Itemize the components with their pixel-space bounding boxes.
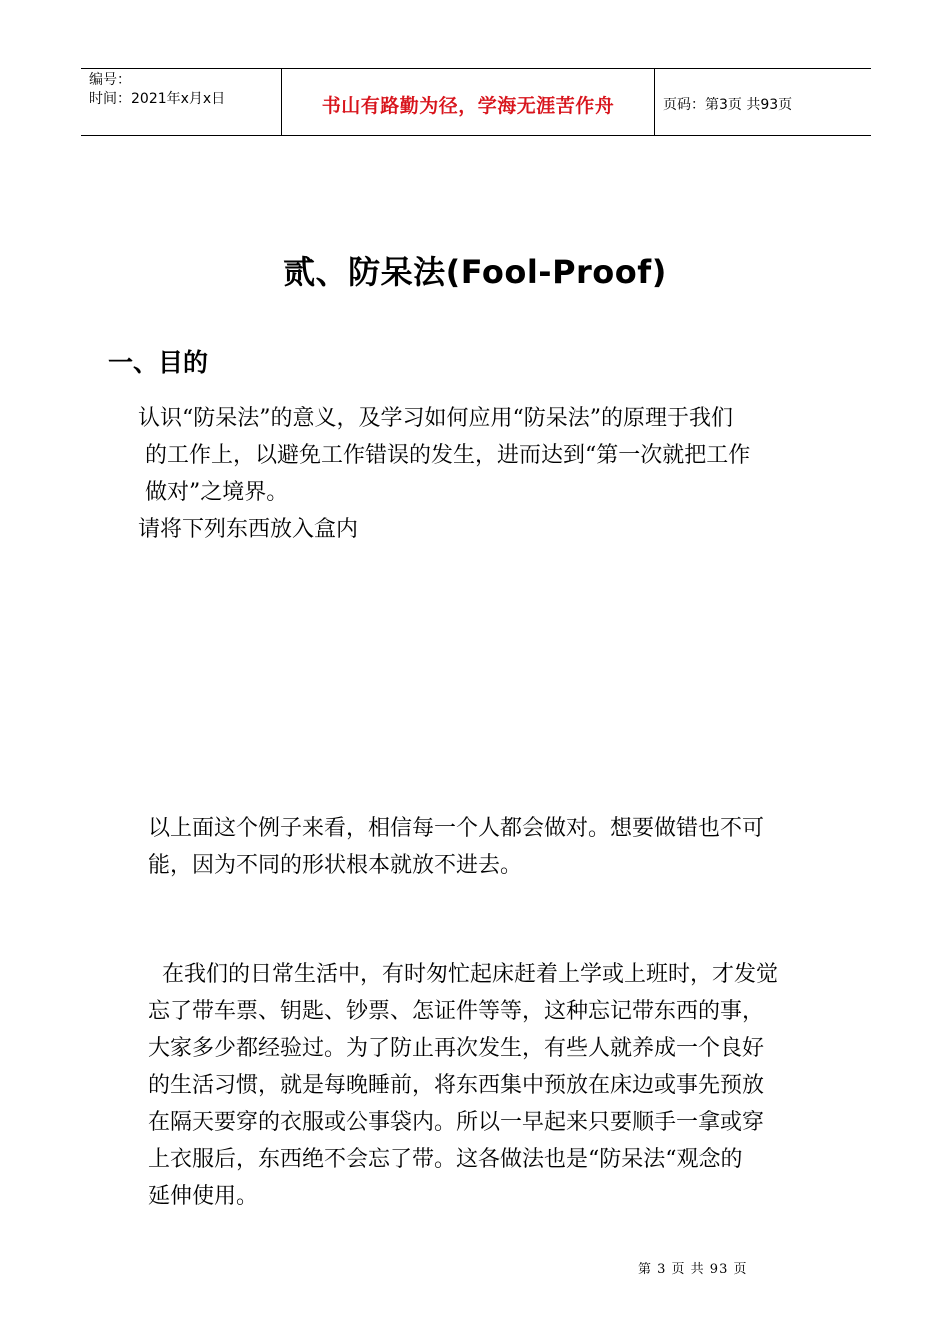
header-motto: 书山有路勤为径，学海无涯苦作舟 xyxy=(321,95,615,117)
header-divider xyxy=(654,69,655,135)
text-line: 以上面这个例子来看，相信每一个人都会做对。想要做错也不可 xyxy=(148,816,765,841)
text-line: 的生活习惯，就是每晚睡前，将东西集中预放在床边或事先预放 xyxy=(148,1073,765,1098)
text-line: 认识“防呆法”的意义，及学习如何应用“防呆法”的原理于我们 xyxy=(138,406,733,431)
text-line: 请将下列东西放入盒内 xyxy=(138,517,359,542)
header-table xyxy=(81,68,871,136)
text-line: 延伸使用。 xyxy=(148,1184,259,1209)
document-title: 贰、防呆法(Fool-Proof) xyxy=(283,253,667,291)
text-line: 在隔天要穿的衣服或公事袋内。所以一早起来只要顺手一拿或穿 xyxy=(148,1110,765,1135)
text-line: 上衣服后，东西绝不会忘了带。这各做法也是“防呆法“观念的 xyxy=(148,1147,743,1172)
section-heading: 一、目的 xyxy=(108,348,209,377)
header-meta xyxy=(89,71,225,109)
number-label: 编号： xyxy=(89,72,131,88)
example-paragraph xyxy=(148,810,764,884)
text-line: 能，因为不同的形状根本就放不进去。 xyxy=(148,853,523,878)
header-page-info: 页码：第3页 共93页 xyxy=(663,97,793,113)
text-line: 的工作上，以避免工作错误的发生，进而达到“第一次就把工作 xyxy=(138,443,751,468)
page-footer: 第 3 页 共 93 页 xyxy=(638,1262,748,1277)
purpose-paragraph xyxy=(138,400,750,548)
time-label: 时间：2021年x月x日 xyxy=(89,91,226,107)
text-line: 忘了带车票、钥匙、钞票、怎证件等等，这种忘记带东西的事， xyxy=(148,999,765,1024)
text-line: 在我们的日常生活中，有时匆忙起床赶着上学或上班时，才发觉 xyxy=(148,962,778,987)
text-line: 大家多少都经验过。为了防止再次发生，有些人就养成一个良好 xyxy=(148,1036,765,1061)
text-line: 做对”之境界。 xyxy=(138,480,289,505)
daily-life-paragraph xyxy=(148,956,778,1215)
